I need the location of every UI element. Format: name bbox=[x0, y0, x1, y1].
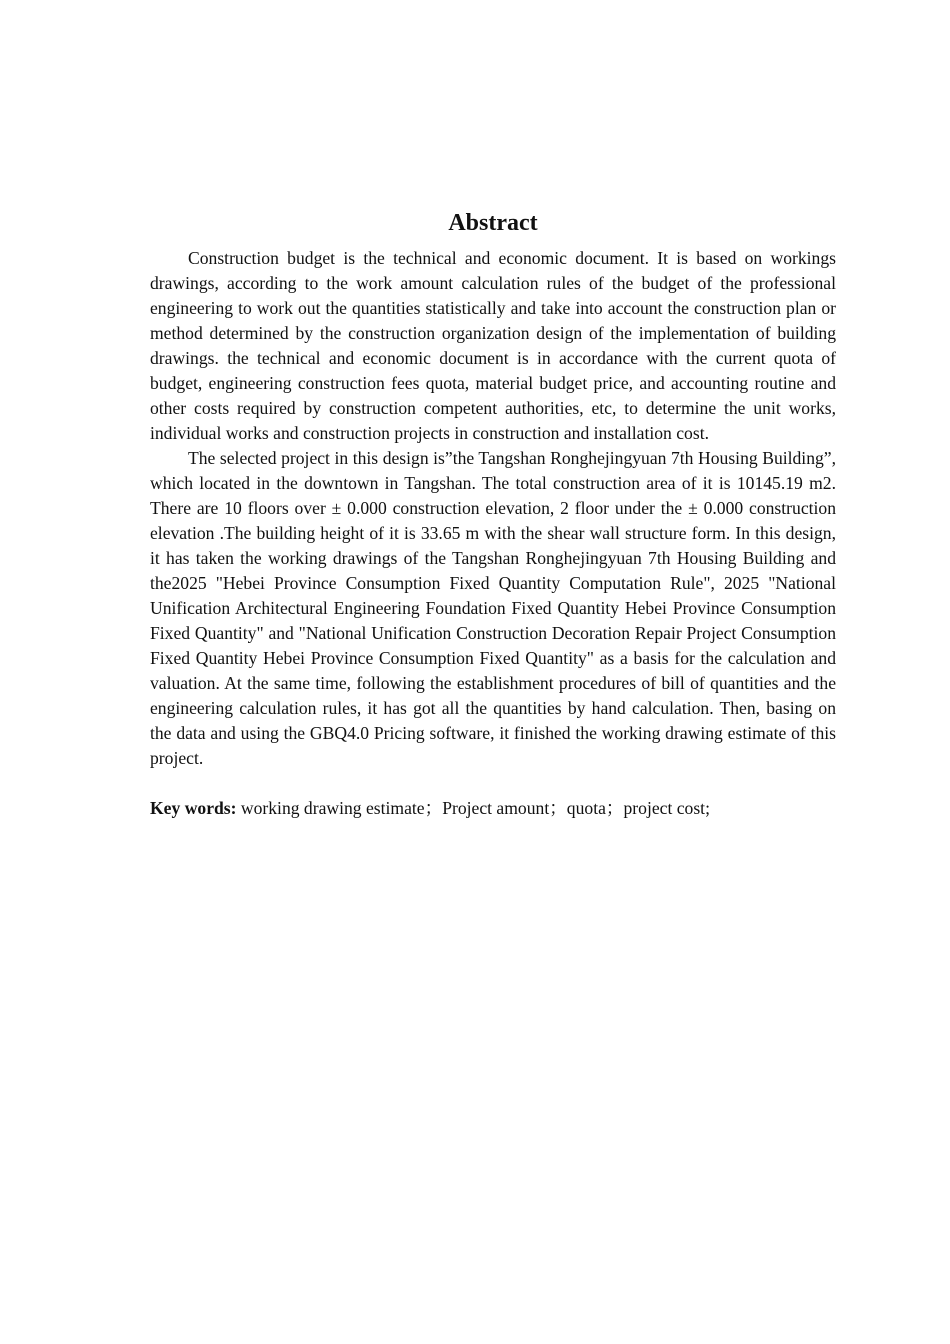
keywords-label: Key words: bbox=[150, 798, 237, 818]
keywords-text: working drawing estimate；Project amount；quota；project cost; bbox=[236, 798, 710, 818]
abstract-paragraph-1: Construction budget is the technical and economic document. It is based on workings drawings, according to the work amount calculation rules of the budget of the professional engineering to work out the quantities statistically and take into account the construction plan or method determined by the construction organization design of the implementation of building drawings. the technical and economic document is in accordance with the current quota of budget, engineering construction fees quota, material budget price, and accounting routine and other costs required by construction competent authorities, etc, to determine the unit works, individual works and construction projects in construction and installation cost. bbox=[150, 248, 836, 443]
abstract-paragraph-2: The selected project in this design is”the Tangshan Ronghejingyuan 7th Housing Building”, which located in the downtown in Tangshan. The total construction area of it is 10145.19 m2. There are 10 floors over ± 0.000 construction elevation, 2 floor under the ± 0.000 construction elevation .The building height of it is 33.65 m with the shear wall structure form. In this design, it has taken the working drawings of the Tangshan Ronghejingyuan 7th Housing Building and the2025 "Hebei Province Consumption Fixed Quantity Computation Rule", 2025 "National Unification Architectural Engineering Foundation Fixed Quantity Hebei Province Consumption Fixed Quantity" and "National Unification Construction Decoration Repair Project Consumption Fixed Quantity Hebei Province Consumption Fixed Quantity" as a basis for the calculation and valuation. At the same time, following the establishment procedures of bill of quantities and the engineering calculation rules, it has got all the quantities by hand calculation. Then, basing on the data and using the GBQ4.0 Pricing software, it finished the working drawing estimate of this project. bbox=[150, 448, 836, 768]
keywords-line bbox=[150, 796, 836, 821]
abstract-section bbox=[150, 206, 836, 821]
abstract-title: Abstract bbox=[448, 210, 538, 236]
